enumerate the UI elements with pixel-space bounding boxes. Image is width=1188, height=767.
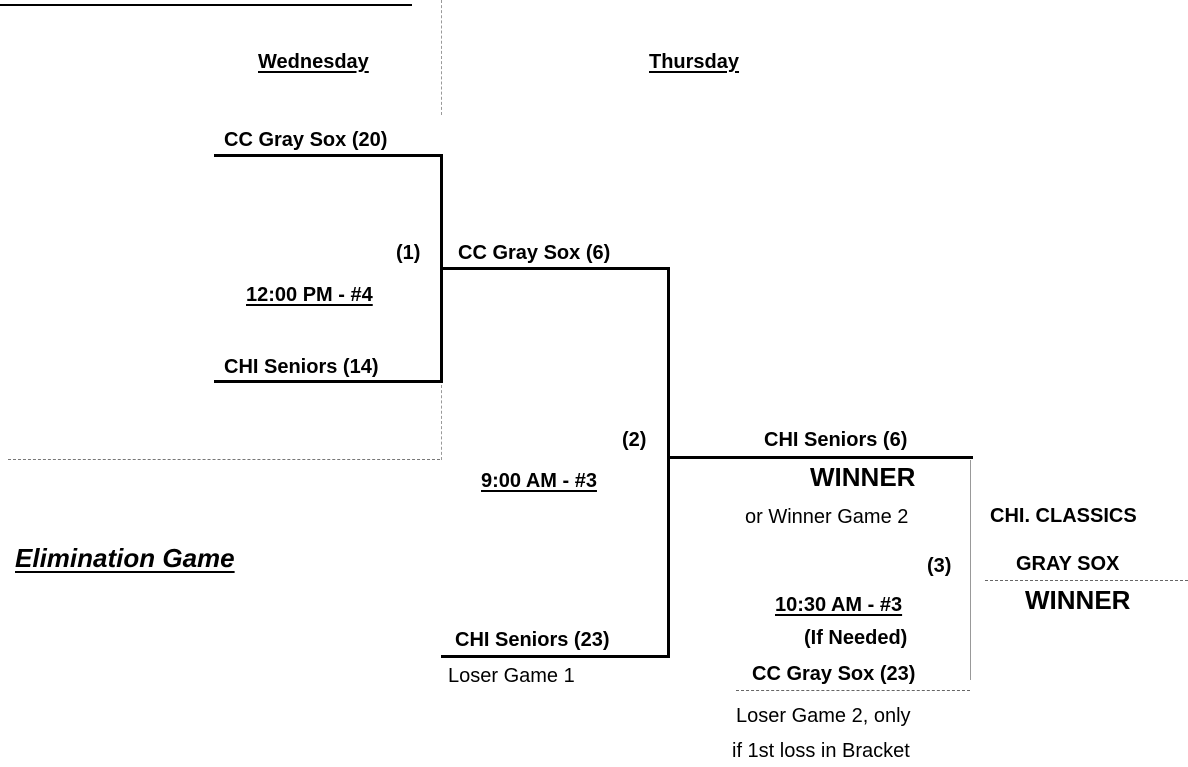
game3-bottom-note-1: Loser Game 2, only: [736, 705, 911, 727]
game2-team-bottom: CHI Seniors (23): [455, 629, 610, 651]
game1-time: 12:00 PM - #4: [246, 284, 373, 306]
divider-vertical-dashed-lower: [441, 385, 443, 460]
game3-top-line: [668, 456, 973, 459]
game3-winner-label: WINNER: [810, 462, 916, 492]
champion-line1: CHI. CLASSICS: [990, 505, 1137, 527]
divider-vertical-dashed: [441, 0, 443, 115]
elimination-game-title: Elimination Game: [15, 543, 235, 573]
game2-bottom-note: Loser Game 1: [448, 665, 575, 687]
game2-bracket-vertical: [667, 267, 670, 658]
game3-number: (3): [927, 555, 952, 577]
day-header-wednesday: Wednesday: [258, 51, 369, 73]
divider-game3-dashed: [970, 460, 972, 680]
game3-team-bottom: CC Gray Sox (23): [752, 663, 916, 685]
game1-team-top: CC Gray Sox (20): [224, 129, 388, 151]
game2-number: (2): [622, 429, 647, 451]
game3-if-needed: (If Needed): [804, 627, 908, 649]
game3-winner-note: or Winner Game 2: [745, 506, 909, 528]
day-header-thursday: Thursday: [649, 51, 740, 73]
game2-team-top: CC Gray Sox (6): [458, 242, 611, 264]
game3-bottom-dashed-line: [736, 690, 970, 692]
game2-time: 9:00 AM - #3: [481, 470, 597, 492]
game2-bottom-line: [441, 655, 670, 658]
divider-horizontal-dashed: [8, 459, 440, 461]
game1-bottom-line: [214, 380, 443, 383]
champion-line2: GRAY SOX: [1016, 553, 1120, 575]
game1-team-bottom: CHI Seniors (14): [224, 356, 379, 378]
game3-bottom-note-2: if 1st loss in Bracket: [732, 740, 910, 762]
game1-top-line: [214, 154, 442, 157]
game3-team-top: CHI Seniors (6): [764, 429, 908, 451]
game2-top-line: [441, 267, 670, 270]
game1-number: (1): [396, 242, 421, 264]
header-rule-fragment: [0, 4, 412, 6]
champion-winner-label: WINNER: [1025, 585, 1131, 615]
game3-time: 10:30 AM - #3: [775, 594, 903, 616]
champion-dashed-line: [985, 580, 1188, 582]
